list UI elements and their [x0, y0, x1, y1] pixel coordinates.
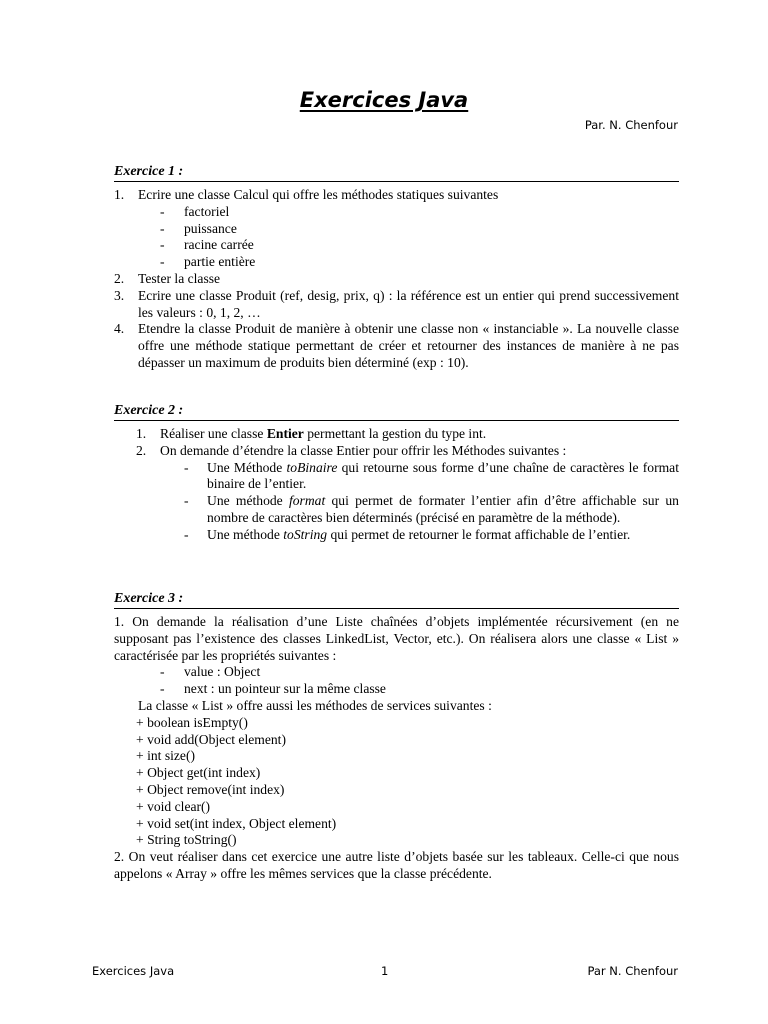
methods-intro: La classe « List » offre aussi les méthodes de services suivantes : — [138, 697, 492, 713]
sub-item: - Une méthode format qui permet de formater l’entier afin d’être affichable sur un nombre de caractères bien déterminés (précisé en paramètre de la méthode). — [184, 493, 679, 525]
list-item: 2. On demande d’étendre la classe Entier pour offrir les Méthodes suivantes : — [136, 442, 567, 458]
exercise-3-heading: Exercice 3 : — [114, 591, 679, 609]
exercise-3-intro: 1. On demande la réalisation d’une Liste chaînées d’objets implémentée récursivement (en ne supposant pas l’existence des classes LinkedList, Vector, etc.). On réalisera alors une classe « List » caractérisée par les propriétés suivantes : — [114, 614, 679, 663]
exercise-1-body — [114, 187, 679, 372]
list-item: 3. Ecrire une classe Produit (ref, desig, prix, q) : la référence est un entier qui prend successivement les valeurs : 0, 1, 2, … — [114, 287, 679, 320]
page-title: Exercices Java — [299, 88, 469, 112]
sub-item: - partie entière — [160, 254, 256, 270]
exercise-3-body — [114, 614, 679, 883]
method-item: + String toString() — [136, 832, 237, 848]
list-item: 1. Ecrire une classe Calcul qui offre les méthodes statiques suivantes — [114, 187, 499, 202]
method-item: + void set(int index, Object element) — [136, 815, 337, 831]
exercise-3-part2: 2. On veut réaliser dans cet exercice une autre liste d’objets basée sur les tableaux. Celle-ci que nous appelons « Array » offre les mêmes services que la classe précédente. — [114, 849, 679, 881]
list-item: 1. Réaliser une classe Entier permettant la gestion du type int. — [136, 426, 487, 441]
list-item: 2. Tester la classe — [114, 270, 221, 286]
sub-item: - Une Méthode toBinaire qui retourne sous forme d’une chaîne de caractères le format binaire de l’entier. — [184, 459, 679, 492]
sub-item: - puissance — [160, 220, 237, 236]
sub-item: - value : Object — [160, 664, 261, 680]
method-item: + Object remove(int index) — [136, 781, 285, 797]
exercise-2-body — [114, 426, 679, 544]
footer-title: Exercices Java — [92, 964, 175, 978]
method-item: + Object get(int index) — [136, 765, 261, 781]
exercise-1-heading: Exercice 1 : — [114, 164, 679, 182]
method-list — [114, 715, 679, 849]
exercise-2-heading: Exercice 2 : — [114, 403, 679, 421]
method-item: + void add(Object element) — [136, 731, 286, 747]
method-item: + void clear() — [136, 798, 211, 814]
sub-item: - racine carrée — [160, 237, 254, 253]
method-item: + int size() — [136, 748, 196, 764]
method-item: + boolean isEmpty() — [136, 714, 248, 730]
list-item: 4. Etendre la classe Produit de manière à obtenir une classe non « instanciable ». La nouvelle classe offre une méthode statique permettant de créer et retourner des instances de manière à ne pas dépasser un maximum de produits bien déterminé (exp : 10). — [114, 321, 679, 370]
sub-item: - factoriel — [160, 203, 230, 219]
footer-author: Par N. Chenfour — [587, 964, 678, 978]
sub-item: - Une méthode toString qui permet de retourner le format affichable de l’entier. — [184, 526, 631, 542]
sub-item: - next : un pointeur sur la même classe — [160, 681, 386, 697]
author-line: Par. N. Chenfour — [584, 118, 678, 132]
page-number: 1 — [381, 964, 389, 978]
